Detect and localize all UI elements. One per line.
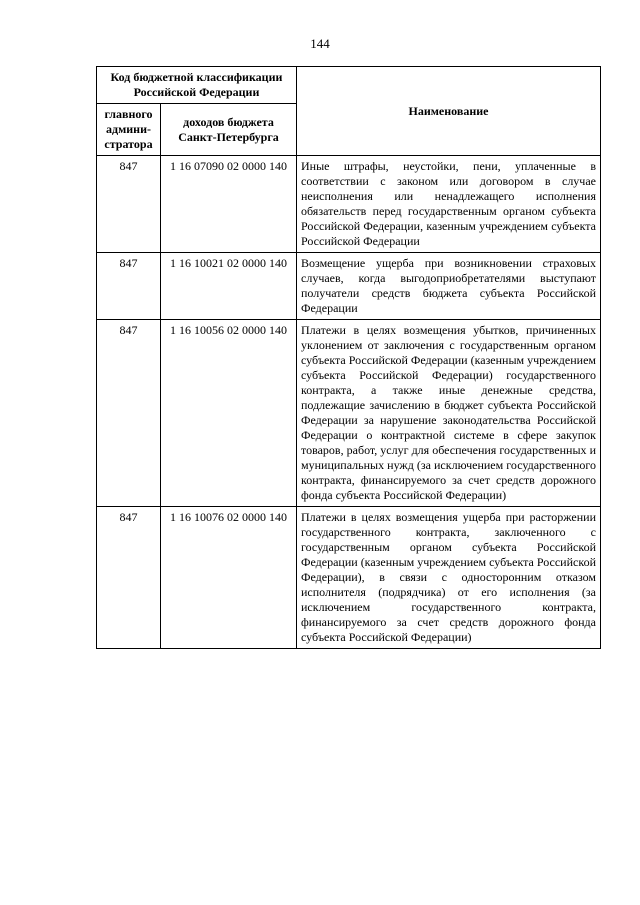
header-main-administrator: главного админи-стратора xyxy=(97,104,161,156)
name-cell xyxy=(297,320,601,507)
name-text: Иные штрафы, неустойки, пени, уплаченные в соответствии с законом или договором в случае неисполнения или ненадлежащего исполнения обязательств перед государственным органом субъекта Российской Федерации, казенным учреждением субъекта Российской Федерации xyxy=(301,159,596,248)
table-row xyxy=(97,320,601,507)
header-spb-budget-income: доходов бюджета Санкт-Петербурга xyxy=(161,104,297,156)
income-code-cell: 1 16 10076 02 0000 140 xyxy=(161,507,297,649)
admin-code-cell: 847 xyxy=(97,507,161,649)
admin-code-cell: 847 xyxy=(97,253,161,320)
income-code-cell: 1 16 07090 02 0000 140 xyxy=(161,156,297,253)
name-cell xyxy=(297,253,601,320)
budget-classification-table xyxy=(96,66,601,649)
name-text: Платежи в целях возмещения ущерба при расторжении государственного контракта, заключенного с государственным органом субъекта Российской Федерации (казенным учреждением субъекта Российской Федерации), в связи с односторонним отказом исполнителя (подрядчика) от его исполнения (за исключением государственного контракта, финансируемого за счет средств дорожного фонда субъекта Российской Федерации) xyxy=(301,510,596,644)
table-row xyxy=(97,156,601,253)
header-classification-code: Код бюджетной классификации Российской Федерации xyxy=(97,67,297,104)
table-row xyxy=(97,253,601,320)
income-code-cell: 1 16 10021 02 0000 140 xyxy=(161,253,297,320)
name-cell xyxy=(297,507,601,649)
header-name: Наименование xyxy=(297,67,601,156)
name-text: Возмещение ущерба при возникновении страховых случаев, когда выгодоприобретателями выступают получатели средств бюджета субъекта Российской Федерации xyxy=(301,256,596,315)
admin-code-cell: 847 xyxy=(97,156,161,253)
page-number: 144 xyxy=(310,36,330,51)
table-row xyxy=(97,507,601,649)
name-text: Платежи в целях возмещения убытков, причиненных уклонением от заключения с государственным органом субъекта Российской Федерации (казенным учреждением субъекта Российской Федерации) государственного контракта, а также иные денежные средства, подлежащие зачислению в бюджет субъекта Российской Федерации за нарушение законодательства Российской Федерации о контрактной системе в сфере закупок товаров, работ, услуг для обеспечения государственных и муниципальных нужд (за исключением государственного контракта, финансируемого за счет средств дорожного фонда субъекта Российской Федерации) xyxy=(301,323,596,502)
income-code-cell: 1 16 10056 02 0000 140 xyxy=(161,320,297,507)
name-cell xyxy=(297,156,601,253)
admin-code-cell: 847 xyxy=(97,320,161,507)
